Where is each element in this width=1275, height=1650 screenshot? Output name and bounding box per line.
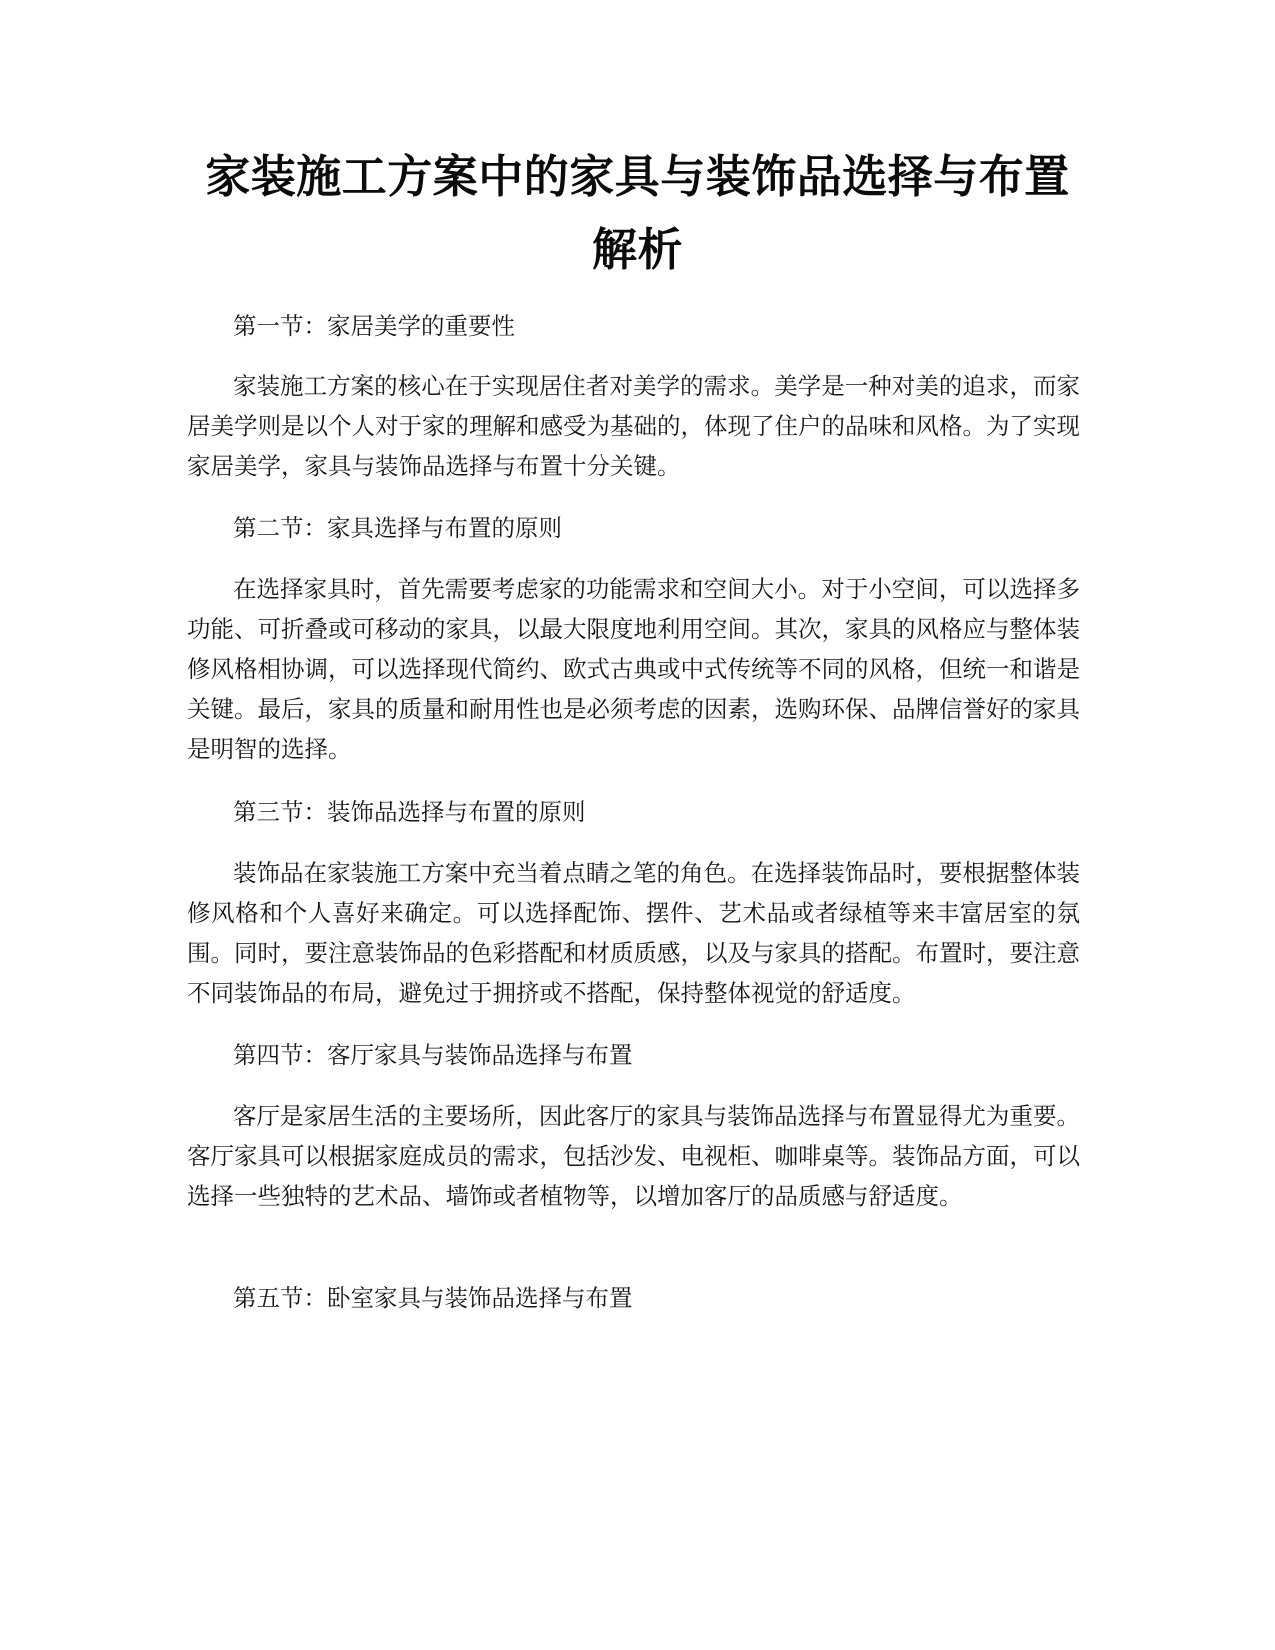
title-line-1: 家装施工方案中的家具与装饰品选择与布置 bbox=[205, 150, 1070, 203]
section-2-body: 在选择家具时，首先需要考虑家的功能需求和空间大小。对于小空间，可以选择多功能、可折叠或可移动的家具，以最大限度地利用空间。其次，家具的风格应与整体装修风格相协调，可以选择现代简约、欧式古典或中式传统等不同的风格，但统一和谐是关键。最后，家具的质量和耐用性也是必须考虑的因素，选购环保、品牌信誉好的家具是明智的选择。 bbox=[187, 575, 1080, 763]
section-1-heading: 第一节：家居美学的重要性 bbox=[233, 312, 515, 340]
title-line-2: 解析 bbox=[591, 223, 683, 276]
document-title bbox=[150, 140, 1125, 286]
section-3-body: 装饰品在家装施工方案中充当着点睛之笔的角色。在选择装饰品时，要根据整体装修风格和个人喜好来确定。可以选择配饰、摆件、艺术品或者绿植等来丰富居室的氛围。同时，要注意装饰品的色彩搭配和材质质感，以及与家具的搭配。布置时，要注意不同装饰品的布局，避免过于拥挤或不搭配，保持整体视觉的舒适度。 bbox=[187, 859, 1080, 1007]
section-4-body: 客厅是家居生活的主要场所，因此客厅的家具与装饰品选择与布置显得尤为重要。客厅家具可以根据家庭成员的需求，包括沙发、电视柜、咖啡桌等。装饰品方面，可以选择一些独特的艺术品、墙饰或者植物等，以增加客厅的品质感与舒适度。 bbox=[187, 1102, 1080, 1210]
section-5-heading: 第五节：卧室家具与装饰品选择与布置 bbox=[233, 1284, 633, 1312]
section-3-heading: 第三节：装饰品选择与布置的原则 bbox=[233, 798, 586, 826]
section-2-heading: 第二节：家具选择与布置的原则 bbox=[233, 514, 562, 542]
section-4-heading: 第四节：客厅家具与装饰品选择与布置 bbox=[233, 1041, 633, 1069]
section-1-body: 家装施工方案的核心在于实现居住者对美学的需求。美学是一种对美的追求，而家居美学则是以个人对于家的理解和感受为基础的，体现了住户的品味和风格。为了实现家居美学，家具与装饰品选择与布置十分关键。 bbox=[187, 372, 1080, 480]
